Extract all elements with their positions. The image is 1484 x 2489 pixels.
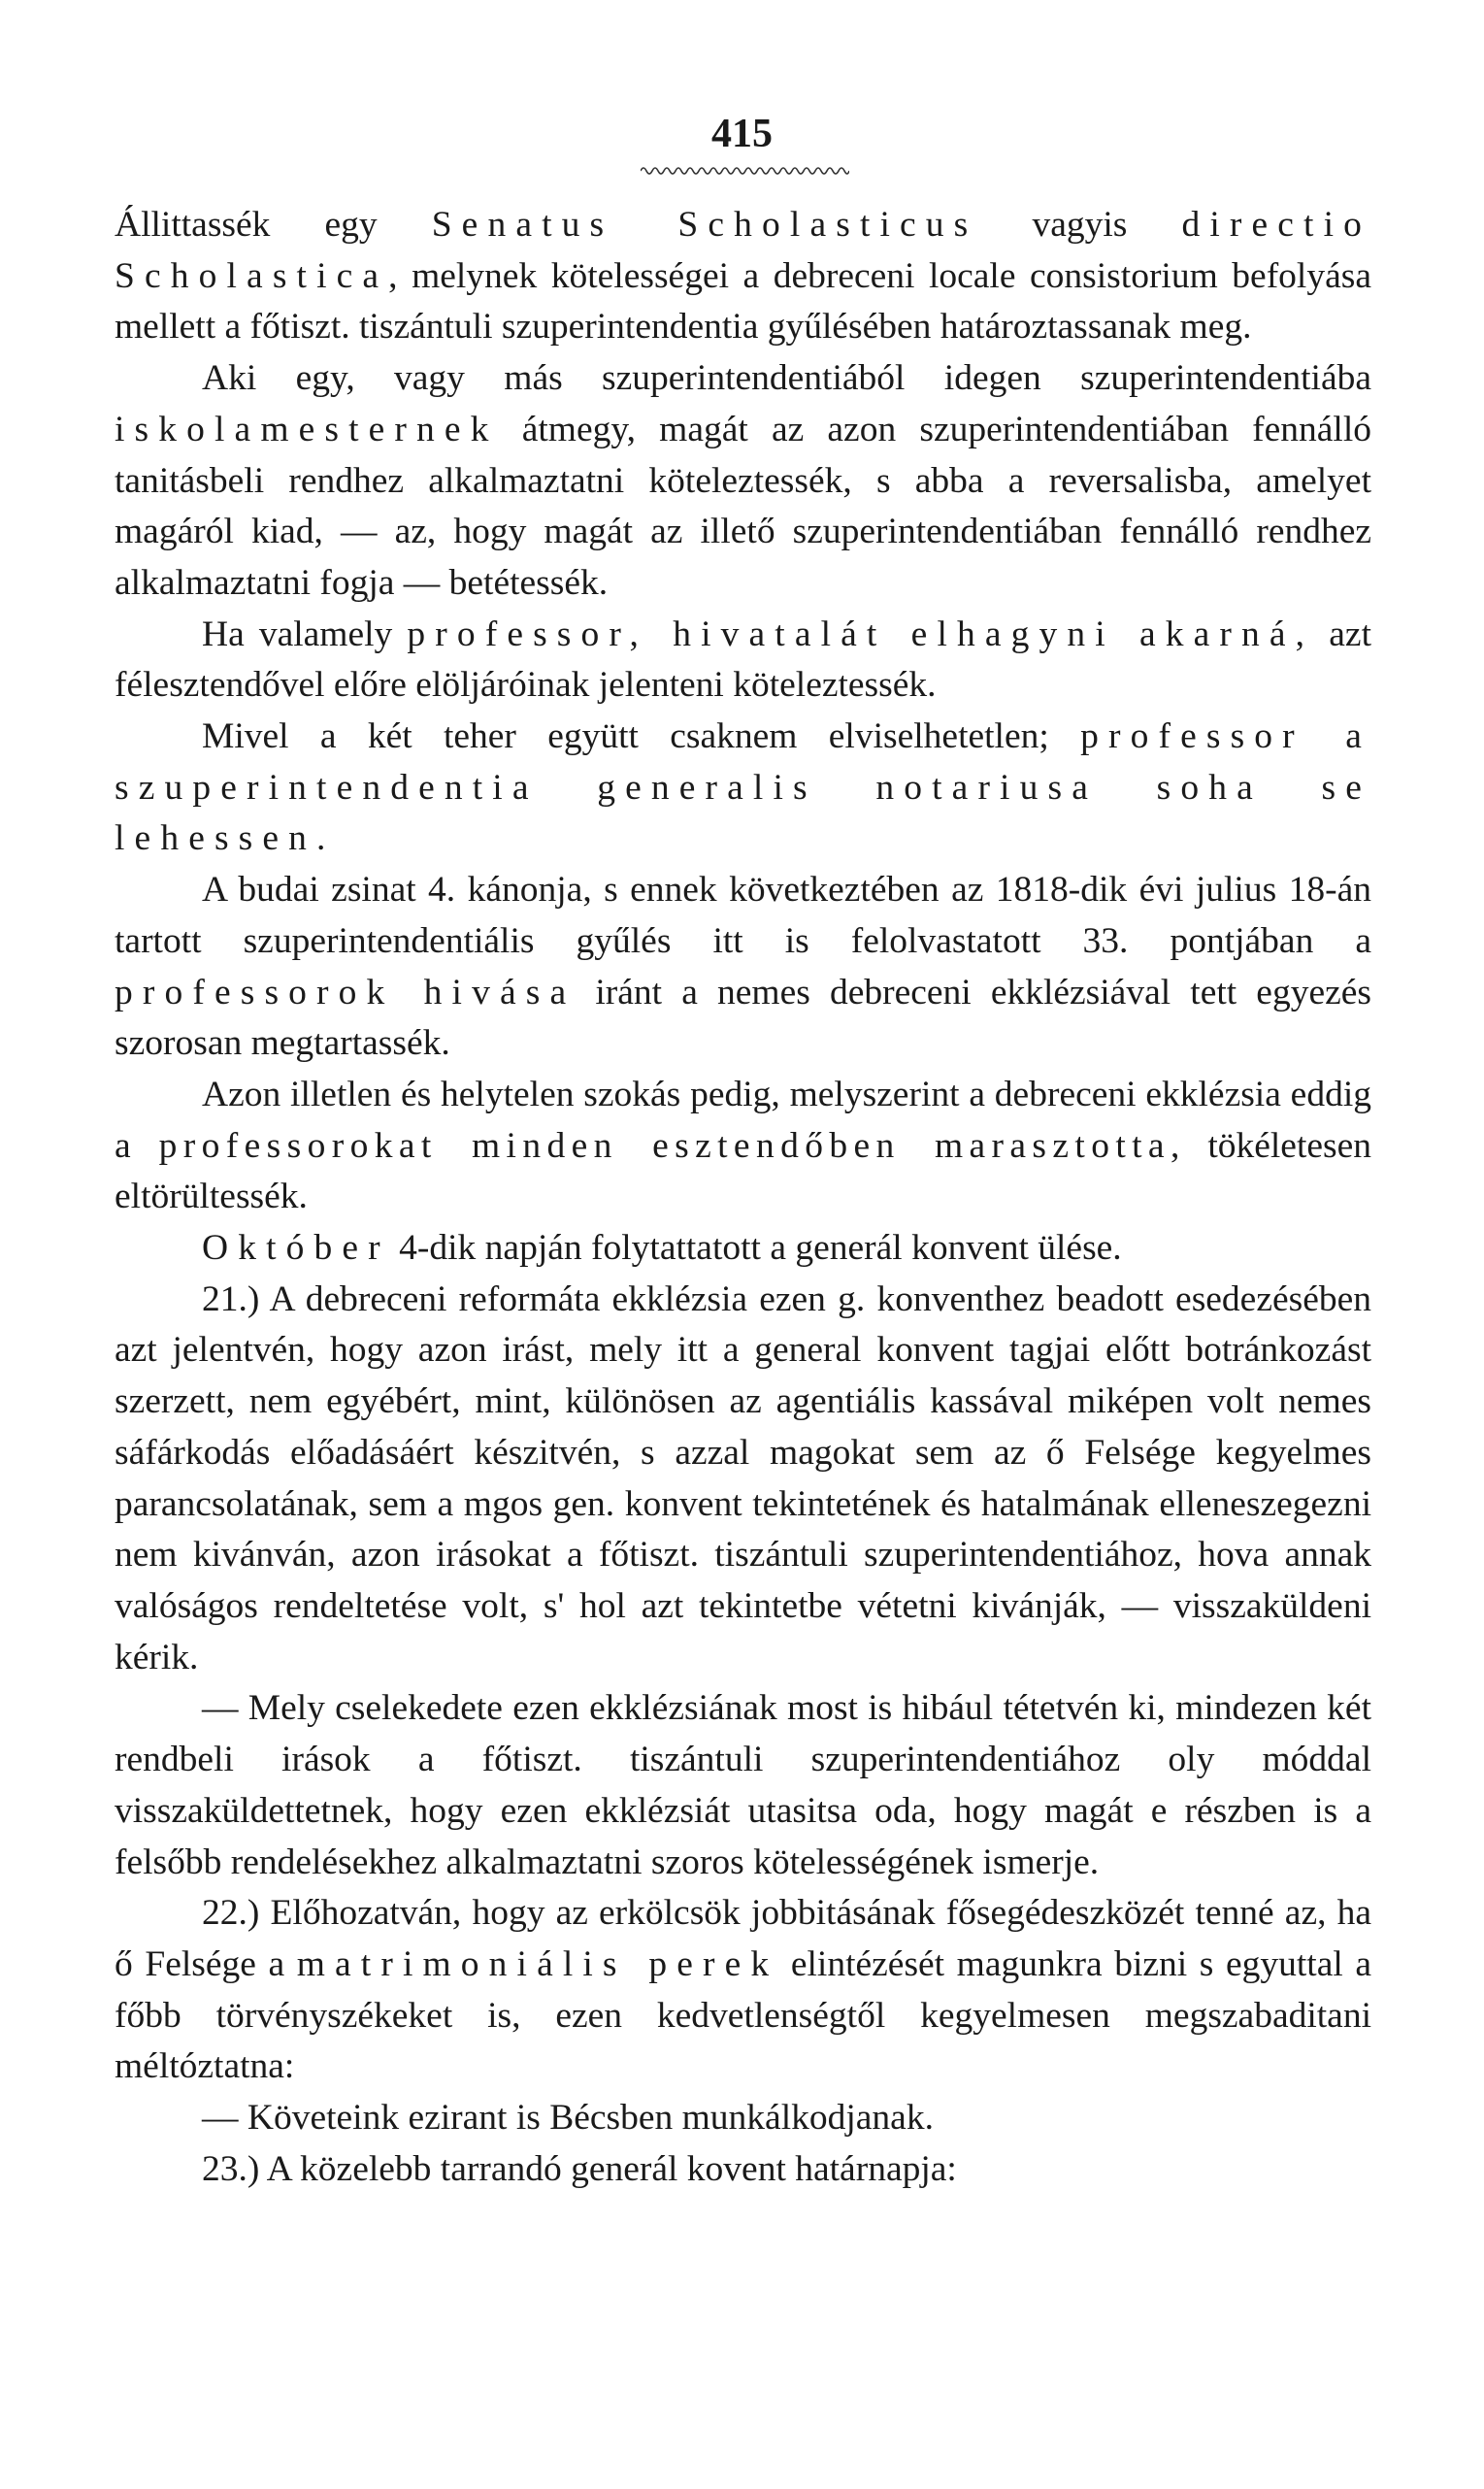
paragraph-senatus	[115, 200, 1371, 353]
text-segment: iránt a nemes debreceni ekklézsiával tett egyezés szorosan megtartassék.	[115, 972, 1371, 1064]
text-segment: átmegy, magát az azon szuperintendentiában fennálló tanitásbeli rendhez alkalmaztatni köteleztessék, s abba a reversalisba, amelyet magáról kiad, — az, hogy magát az illető szuperintendentiában fennálló rendhez alkalmaztatni fogja — betétessék.	[115, 409, 1371, 603]
text-segment: A budai zsinat 4. kánonja, s ennek következtében az 1818-dik évi julius 18-án tartott szuperintendentiális gyűlés itt is felolvastatott 33. pontjában a	[115, 870, 1371, 961]
spaced-term: directio Scholastica	[115, 205, 1371, 296]
text-segment: — Mely cselekedete ezen ekklézsiának most is hibául tétetvén ki, mindezen két rendbeli irások a főtiszt. tiszántuli szuperintendentiához oly móddal visszaküldettetnek, hogy ezen ekklézsiát utasitsa oda, hogy magát e részben is a felsőbb rendelésekhez alkalmaztatni szoros kötelességének ismerje.	[115, 1688, 1371, 1882]
paragraph-iskolamester	[115, 353, 1371, 610]
spaced-term: professorokat minden esztendőben marasztotta	[158, 1125, 1171, 1166]
wavy-rule-ornament	[641, 163, 849, 175]
text-segment: azt félesztendővel előre elöljáróinak jelenteni köteleztessék.	[115, 614, 1371, 706]
paragraph-szokas	[115, 1070, 1371, 1223]
paragraph-professor-leave	[115, 610, 1371, 712]
text-segment: — Követeink ezirant is Bécsben munkálkodjanak.	[202, 2098, 934, 2139]
spaced-term: Október	[202, 1228, 390, 1269]
paragraph-23	[115, 2144, 1371, 2196]
text-segment: 21.) A debreceni reformáta ekklézsia ezen g. konventhez beadott esedezésében azt jelentvén, hogy azon irást, mely itt a general konvent tagjai előtt botránkozást szerzett, nem egyébért, mint, különösen az agentiális kassával miképen volt nemes sáfárkodás előadásáért készitvén, s azzal magokat sem az ő Felsége kegyelmes parancsolatának, sem a mgos gen. konvent tekintetének és hatalmának elleneszegezni nem kivánván, azon irásokat a főtiszt. tiszántuli szuperintendentiához, hova annak valóságos rendeltetése volt, s' hol azt tekintetbe vétetni kivánják, — visszaküldeni kérik.	[115, 1278, 1371, 1677]
paragraph-notarius	[115, 712, 1371, 865]
text-segment: , tökéletesen eltörültessék.	[115, 1125, 1371, 1217]
paragraph-22	[115, 1888, 1371, 2093]
text-segment: Mivel a két teher együtt csaknem elviselhetetlen;	[202, 716, 1081, 757]
page-number: 415	[711, 112, 773, 156]
text-segment: Állittassék egy	[115, 205, 432, 245]
spaced-term: professorok hivása	[115, 972, 577, 1012]
text-segment: 23.) A közelebb tarrandó generál kovent határnapja:	[202, 2148, 957, 2189]
paragraph-koveteink	[115, 2093, 1371, 2144]
text-segment: , melynek kötelességei a debreceni locale consistorium befolyása mellett a főtiszt. tiszántuli szuperintendentia gyűlésében határoztassanak meg.	[115, 255, 1371, 348]
spaced-term: Senatus Scholasticus	[431, 205, 978, 245]
text-segment: 4-dik napján folytattatott a generál konvent ülése.	[389, 1228, 1122, 1269]
text-segment: Ha valamely	[202, 614, 408, 654]
paragraph-mely-cselekedete	[115, 1683, 1371, 1888]
text-segment: Aki egy, vagy más szuperintendentiából idegen szuperintendentiába	[202, 358, 1371, 399]
text-segment: Azon illetlen és helytelen szokás pedig, melyszerint a debreceni ekklézsia eddig a	[115, 1074, 1371, 1166]
text-segment: vagyis	[977, 205, 1182, 245]
text-segment: 22.) Előhozatván, hogy az erkölcsök jobbitásának fősegédeszközét tenné az, ha ő Felsége a	[115, 1893, 1371, 1984]
paragraph-21	[115, 1275, 1371, 1684]
spaced-term: matrimoniális perek	[296, 1943, 779, 1984]
spaced-term: iskolamesternek	[115, 409, 499, 449]
spaced-term: professor a szuperintendentia generalis notariusa soha se lehessen.	[115, 716, 1371, 859]
spaced-term: professor, hivatalát elhagyni akarná,	[407, 614, 1315, 654]
paragraph-budai-zsinat	[115, 865, 1371, 1070]
body-text	[115, 200, 1371, 2195]
text-segment: elintézését magunkra bizni s egyuttal a főbb törvényszékeket is, ezen kedvetlenségtől kegyelmesen megszabaditani méltóztatna:	[115, 1943, 1371, 2087]
paragraph-oktober	[115, 1223, 1371, 1275]
